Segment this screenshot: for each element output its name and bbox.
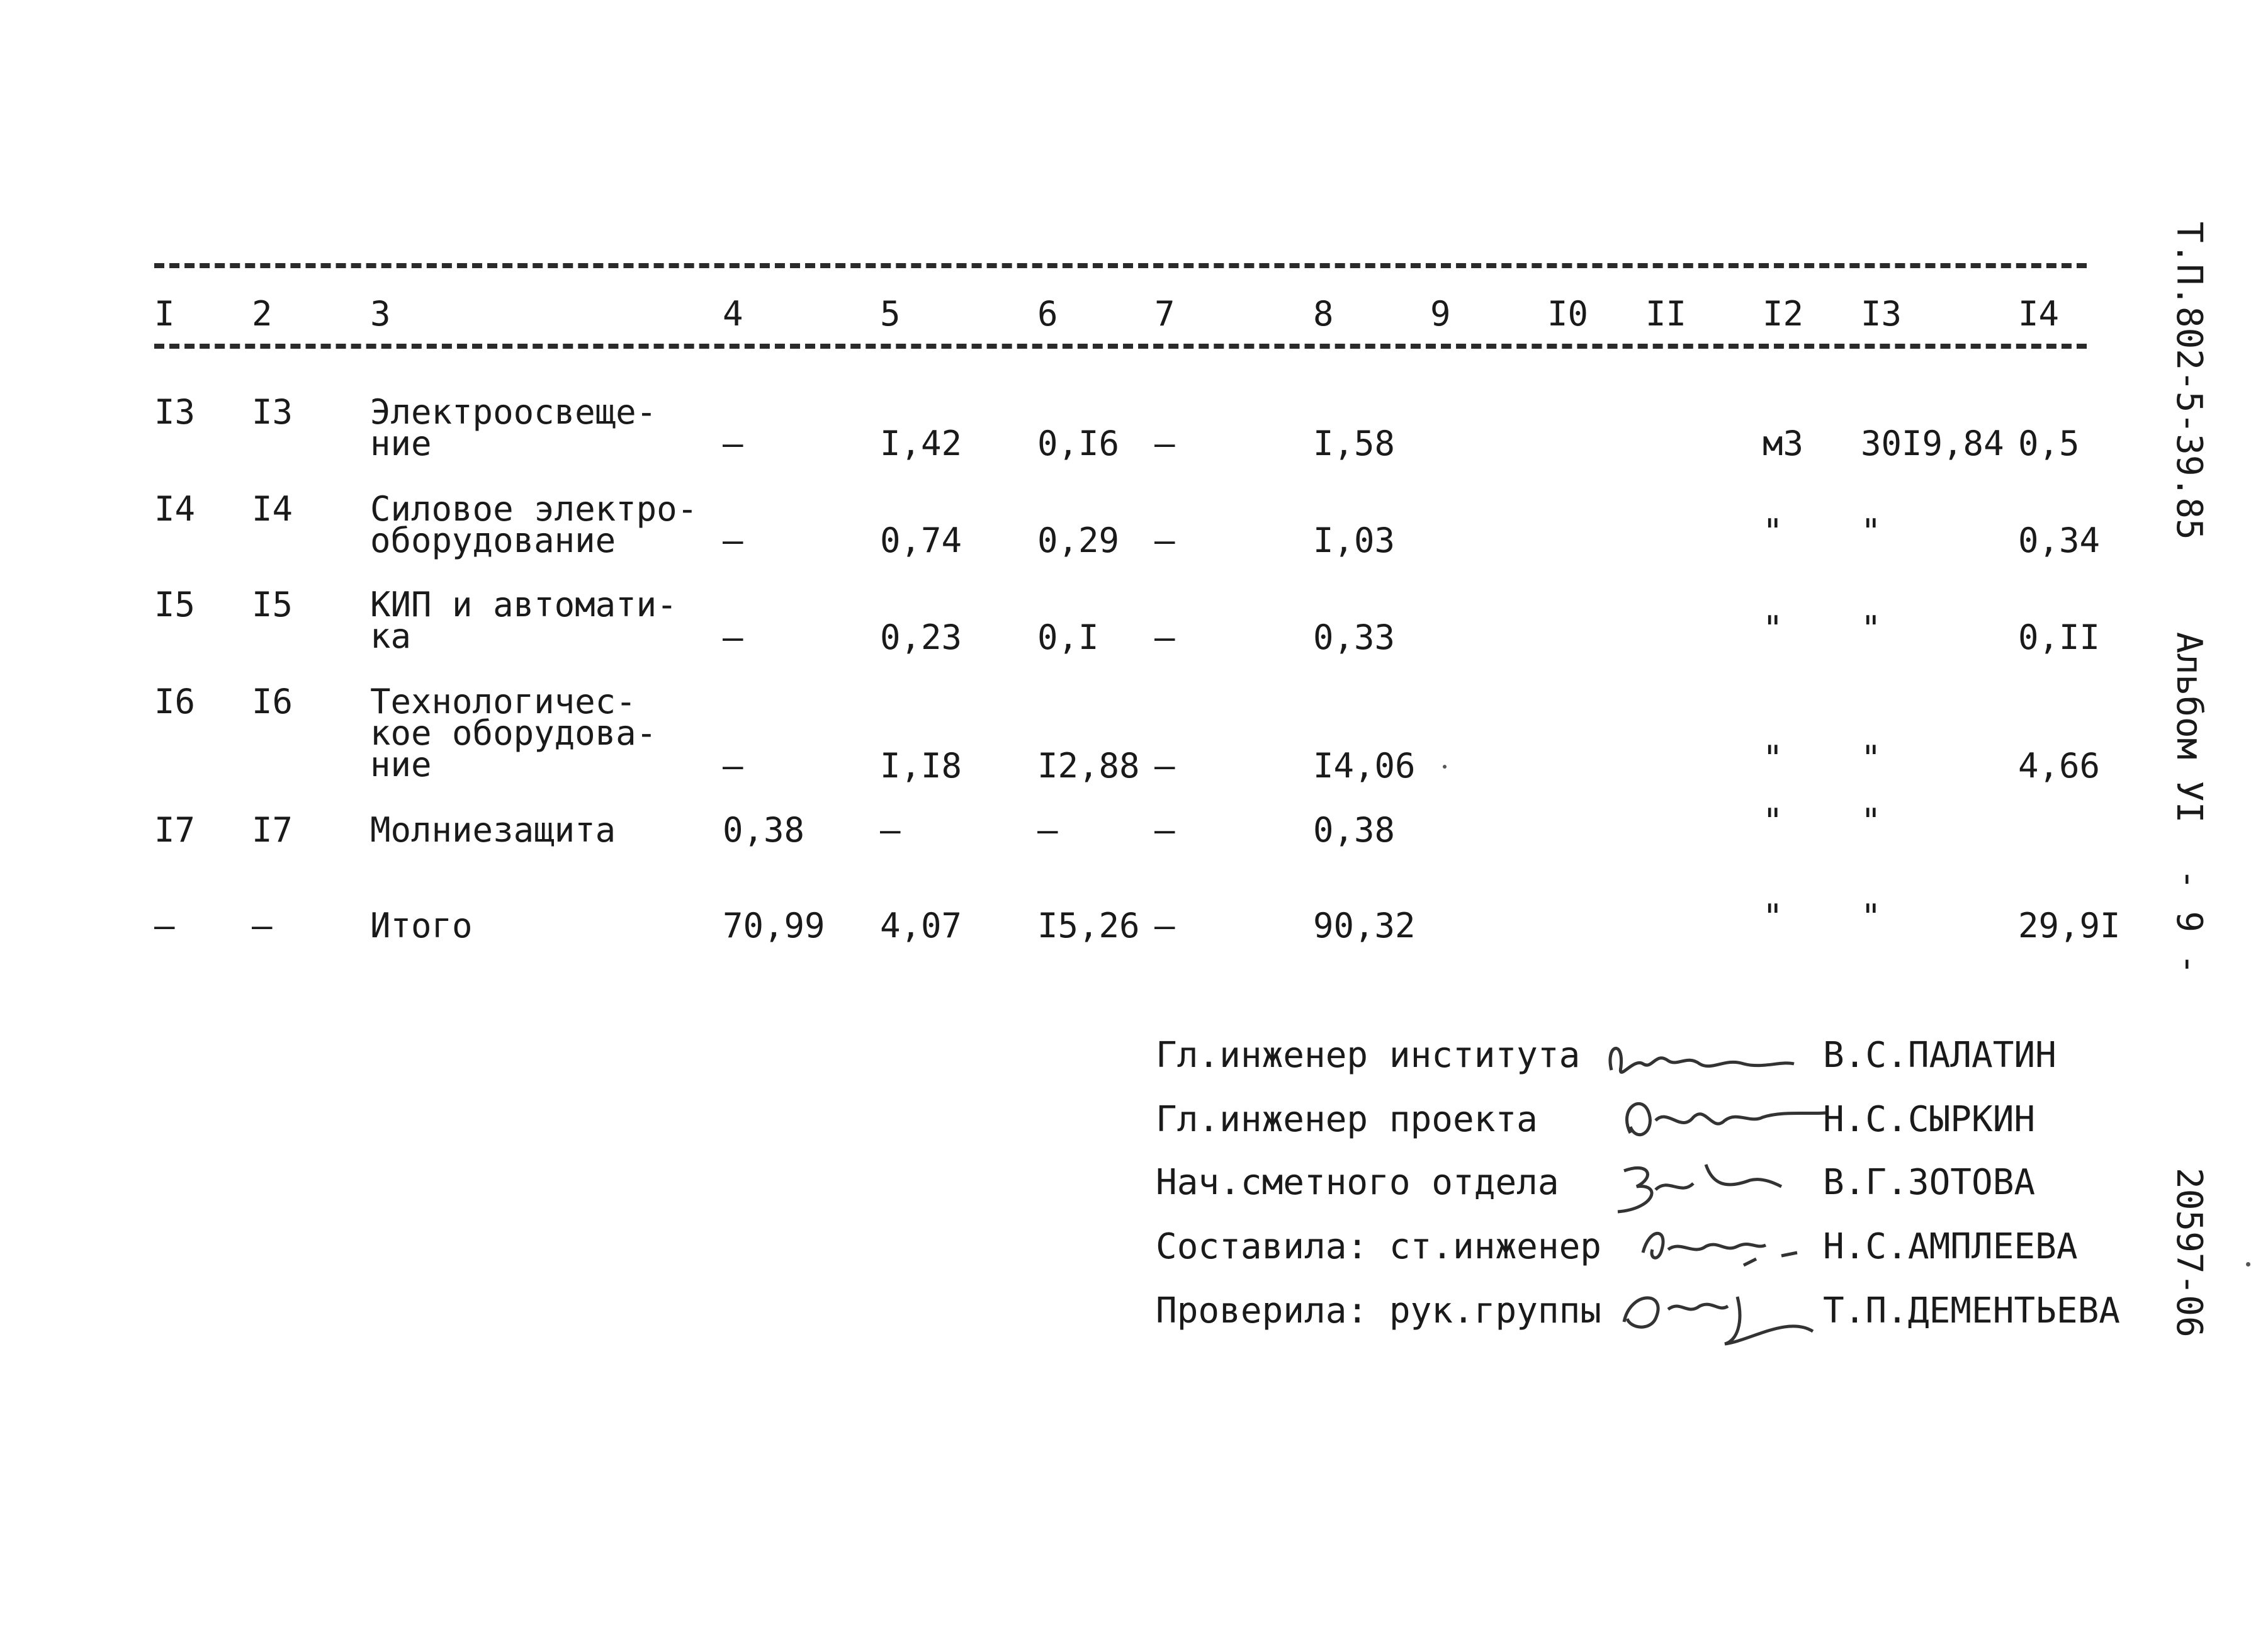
signature-name: В.Г.ЗОТОВА [1823,1162,2036,1203]
handwritten-signature [1599,1152,1788,1221]
cell-value: I,03 [1313,521,1396,560]
cell-num: I7 [252,810,293,850]
cell-value: 0,34 [2018,521,2101,560]
cell-name: КИП и автомати- ка [370,585,677,656]
cell-value: 0,II [2018,618,2101,657]
cell-value: – [1154,521,1175,560]
cell-value: 70,99 [723,906,825,945]
stray-dot [1443,765,1447,769]
cell-num: I7 [154,810,196,850]
cell-num: I6 [154,682,196,721]
cell-name: Технологичес- кое оборудова- ние [370,682,657,784]
cell-value: 0,38 [1313,810,1396,850]
cell-value: " [1861,609,1882,648]
handwritten-signature [1630,1215,1807,1278]
cell-value: 0,38 [723,810,805,850]
cell-value: – [723,746,743,786]
cell-value: – [723,424,743,463]
cell-value: 0,I [1037,618,1099,657]
cell-value: 0,I6 [1037,424,1120,463]
col-header-13: I3 [1861,294,1902,334]
col-header-11: II [1645,294,1687,334]
signature-name: В.С.ПАЛАТИН [1823,1035,2056,1076]
cell-unit: " [1763,609,1783,648]
cell-value: – [723,618,743,657]
cell-value: I,42 [880,424,962,463]
signature-name: Н.С.АМПЛЕЕВА [1823,1226,2078,1267]
cell-num: I6 [252,682,293,721]
cell-value: – [1037,810,1058,850]
cell-name: Электроосвеще- ние [370,392,657,463]
signature-role: Проверила: рук.группы [1156,1290,1602,1331]
cell-value: 0,33 [1313,618,1396,657]
col-header-12: I2 [1763,294,1804,334]
cell-value: 0,5 [2018,424,2080,463]
handwritten-signature [1611,1272,1825,1353]
signature-role: Составила: ст.инженер [1156,1226,1602,1267]
cell-value: I,58 [1313,424,1396,463]
signature-role: Гл.инженер проекта [1156,1099,1538,1140]
cell-name: Молниезащита [370,810,616,850]
cell-value: – [1154,906,1175,945]
col-header-3: 3 [370,294,391,334]
cell-value: – [1154,810,1175,850]
cell-unit: " [1763,738,1783,778]
col-header-9: 9 [1430,294,1451,334]
cell-value: 0,74 [880,521,962,560]
col-header-4: 4 [723,294,743,334]
col-header-7: 7 [1154,294,1175,334]
cell-num: – [252,906,273,945]
cell-num: – [154,906,175,945]
cell-num: I3 [252,392,293,432]
cell-value: I4,06 [1313,746,1416,786]
cell-name: Итого [370,906,473,945]
signature-role: Гл.инженер института [1156,1035,1581,1076]
cell-num: I4 [252,489,293,529]
col-header-1: I [154,294,175,334]
cell-value: 29,9I [2018,906,2121,945]
header-bottom-rule [154,344,2087,349]
cell-value: " [1861,801,1882,841]
cell-value: I2,88 [1037,746,1140,786]
cell-value: – [723,521,743,560]
cell-value: 0,29 [1037,521,1120,560]
col-header-8: 8 [1313,294,1334,334]
cell-value: – [880,810,901,850]
col-header-10: I0 [1547,294,1589,334]
cell-value: 0,23 [880,618,962,657]
cell-num: I4 [154,489,196,529]
header-top-rule [154,263,2087,268]
cell-unit: " [1763,897,1783,937]
col-header-14: I4 [2018,294,2060,334]
cell-value: – [1154,618,1175,657]
cell-value: I,I8 [880,746,962,786]
col-header-2: 2 [252,294,273,334]
cell-value: " [1861,738,1882,778]
col-header-5: 5 [880,294,901,334]
page-number: - 9 - [2169,869,2209,975]
project-code: Т.П.802-5-39.85 [2169,222,2209,540]
stray-dot [2246,1262,2250,1266]
cell-value: 4,66 [2018,746,2101,786]
document-number: 20597-06 [2169,1168,2209,1338]
cell-value: 4,07 [880,906,962,945]
signature-name: Н.С.СЫРКИН [1823,1099,2036,1140]
cell-unit: м3 [1763,424,1804,463]
cell-value: 30I9,84 [1861,424,2004,463]
signature-name: Т.П.ДЕМЕНТЬЕВА [1823,1290,2121,1331]
album-label: Альбом УI [2169,632,2209,823]
cell-num: I5 [154,585,196,624]
cell-value: " [1861,897,1882,937]
cell-unit: " [1763,801,1783,841]
handwritten-signature [1605,1089,1832,1152]
cell-value: – [1154,424,1175,463]
cell-value: 90,32 [1313,906,1416,945]
cell-num: I3 [154,392,196,432]
cell-value: " [1861,512,1882,551]
cell-value: I5,26 [1037,906,1140,945]
cell-unit: " [1763,512,1783,551]
cell-name: Силовое электро- оборудование [370,489,698,560]
cell-num: I5 [252,585,293,624]
col-header-6: 6 [1037,294,1058,334]
handwritten-signature [1599,1032,1800,1089]
cell-value: – [1154,746,1175,786]
signature-role: Нач.сметного отдела [1156,1162,1559,1203]
